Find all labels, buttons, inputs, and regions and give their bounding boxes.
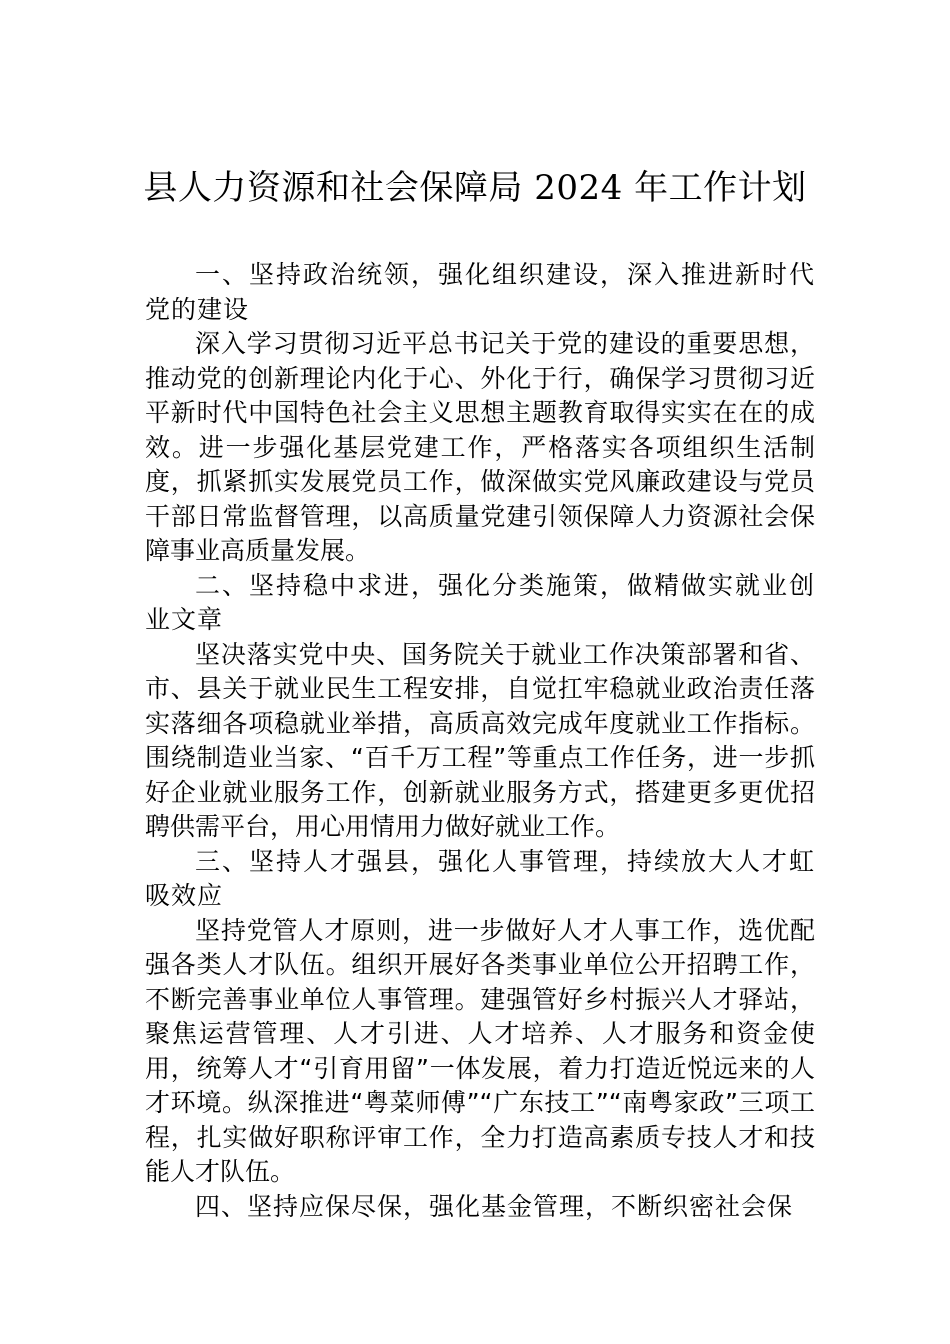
document-body xyxy=(145,258,815,1224)
section-heading-2: 二、坚持稳中求进，强化分类施策，做精做实就业创业文章 xyxy=(145,570,815,634)
section-body-2: 坚决落实党中央、国务院关于就业工作决策部署和省、市、县关于就业民生工程安排，自觉扛牢稳就业政治责任落实落细各项稳就业举措，高质高效完成年度就业工作指标。围绕制造业当家、“百千万工程”等重点工作任务，进一步抓好企业就业服务工作，创新就业服务方式，搭建更多更优招聘供需平台，用心用情用力做好就业工作。 xyxy=(145,639,815,841)
section-heading-3: 三、坚持人才强县，强化人事管理，持续放大人才虹吸效应 xyxy=(145,846,815,910)
document-title: 县人力资源和社会保障局 2024 年工作计划 xyxy=(143,168,807,208)
section-heading-4: 四、坚持应保尽保，强化基金管理，不断织密社会保 xyxy=(195,1191,794,1221)
section-heading-1: 一、坚持政治统领，强化组织建设，深入推进新时代党的建设 xyxy=(145,260,815,324)
section-body-3: 坚持党管人才原则，进一步做好人才人事工作，选优配强各类人才队伍。组织开展好各类事业单位公开招聘工作，不断完善事业单位人事管理。建强管好乡村振兴人才驿站，聚焦运营管理、人才引进、人才培养、人才服务和资金使用，统筹人才“引育用留”一体发展，着力打造近悦远来的人才环境。纵深推进“粤菜师傅”“广东技工”“南粤家政”三项工程，扎实做好职称评审工作，全力打造高素质专技人才和技能人才队伍。 xyxy=(145,915,815,1186)
section-body-1: 深入学习贯彻习近平总书记关于党的建设的重要思想，推动党的创新理论内化于心、外化于行，确保学习贯彻习近平新时代中国特色社会主义思想主题教育取得实实在在的成效。进一步强化基层党建工作，严格落实各项组织生活制度，抓紧抓实发展党员工作，做深做实党风廉政建设与党员干部日常监督管理，以高质量党建引领保障人力资源社会保障事业高质量发展。 xyxy=(145,329,815,565)
